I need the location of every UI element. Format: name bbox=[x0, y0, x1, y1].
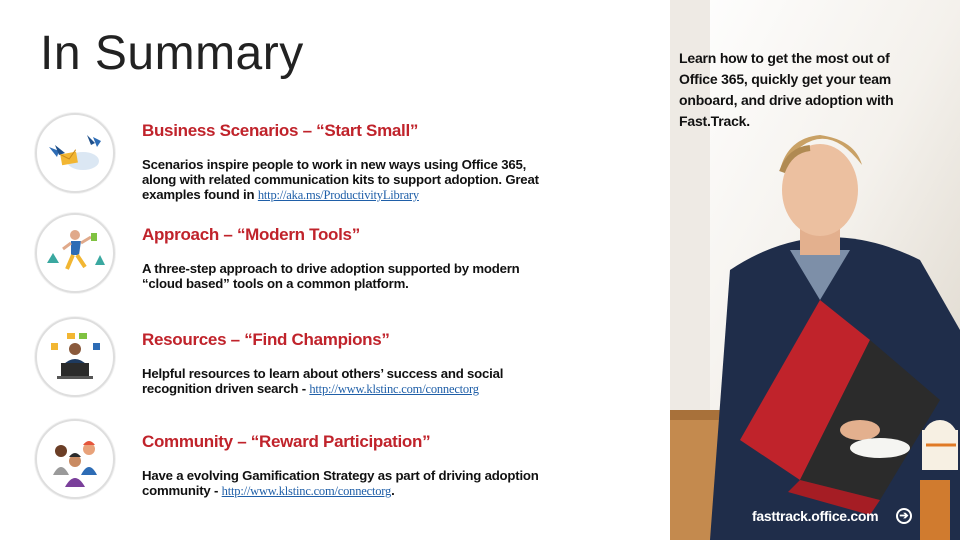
section-body bbox=[142, 261, 552, 291]
section-body bbox=[142, 468, 552, 499]
group-people-icon bbox=[35, 419, 115, 499]
section-body-text: Have a evolving Gamification Strategy as part of driving adoption community - bbox=[142, 468, 539, 498]
section-resources bbox=[142, 330, 552, 397]
person-laptop-icon bbox=[35, 317, 115, 397]
section-body-text: Helpful resources to learn about others’ success and social recognition driven search - bbox=[142, 366, 504, 396]
arrow-right-circle-icon[interactable]: ➔ bbox=[896, 508, 912, 524]
section-business-scenarios bbox=[142, 121, 552, 203]
section-body-text: A three-step approach to drive adoption supported by modern “cloud based” tools on a common platform. bbox=[142, 261, 520, 291]
section-body bbox=[142, 366, 552, 397]
section-approach bbox=[142, 225, 552, 291]
section-community bbox=[142, 432, 552, 499]
connectorg-link[interactable]: http://www.klstinc.com/connectorg bbox=[309, 382, 479, 396]
section-title: Business Scenarios – “Start Small” bbox=[142, 121, 419, 140]
birds-envelope-cloud-icon bbox=[35, 113, 115, 193]
section-body bbox=[142, 157, 552, 203]
sidebar-caption: Learn how to get the most out of Office 365, quickly get your team onboard, and drive adoption with Fast.Track. bbox=[679, 50, 894, 129]
page-title: In Summary bbox=[40, 27, 304, 80]
connectorg-link[interactable]: http://www.klstinc.com/connectorg bbox=[221, 484, 392, 498]
section-body-text: Scenarios inspire people to work in new ways using Office 365, along with related communication kits to support adoption. Great examples found in bbox=[142, 157, 539, 202]
productivity-library-link[interactable]: http://aka.ms/ProductivityLibrary bbox=[257, 188, 419, 202]
fasttrack-brand-link[interactable]: fasttrack.office.com bbox=[752, 508, 879, 524]
section-title: Community – “Reward Participation” bbox=[142, 432, 431, 451]
section-body-suffix: . bbox=[391, 483, 395, 498]
section-title: Approach – “Modern Tools” bbox=[142, 225, 360, 244]
running-person-icon bbox=[35, 213, 115, 293]
section-title: Resources – “Find Champions” bbox=[142, 330, 390, 349]
